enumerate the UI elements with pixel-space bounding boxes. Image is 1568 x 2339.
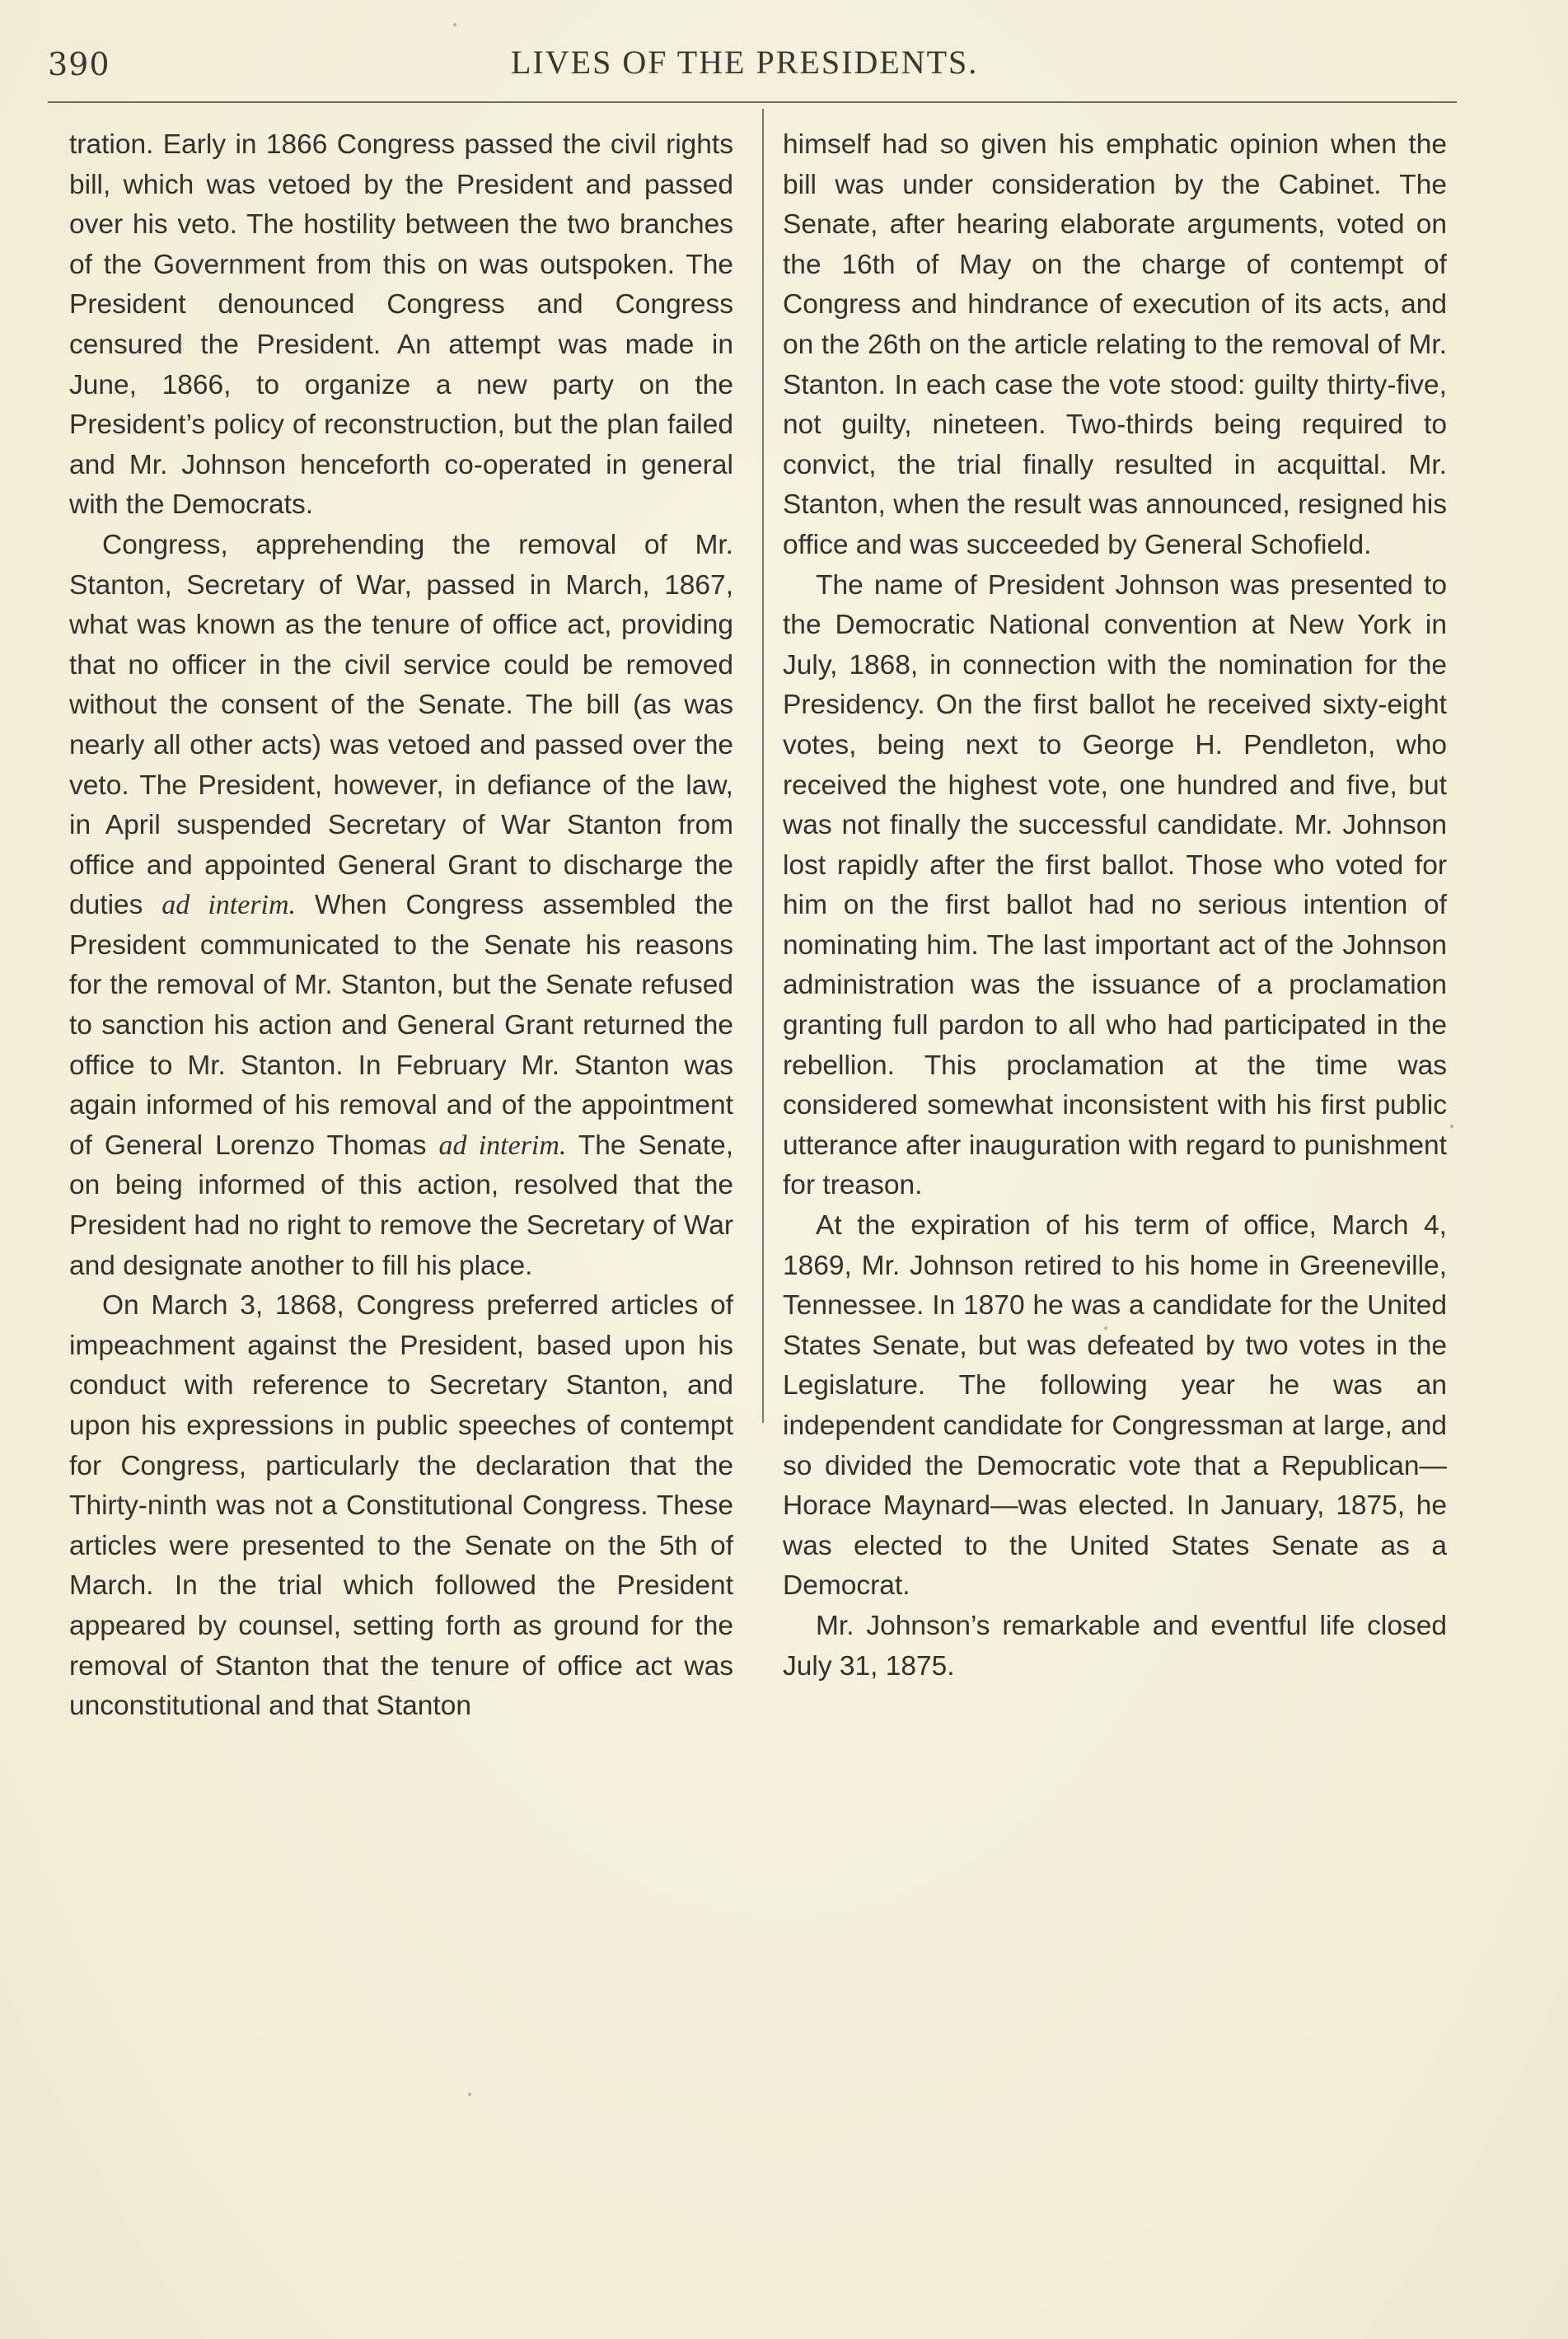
text-run: Congress, apprehending the removal of Mr. Stanton, Secretary of War, passed in March, 1867, what was known as the tenure of office act, providing that no officer in the civil service could be removed without the consent of the Senate. The bill (as was nearly all other acts) was vetoed and passed over the veto. The President, however, in defiance of the law, in April suspended Secretary of War Stanton from office and appointed General Grant to discharge the duties (69, 529, 733, 921)
right-column (783, 125, 1447, 1686)
italic-phrase: ad interim. (161, 890, 297, 921)
paper-speck (468, 2093, 471, 2096)
paper-speck (1450, 1125, 1453, 1128)
text-run: When Congress assembled the President communicated to the Senate his reasons for the removal of Mr. Stanton, but the Senate refused to sanction his action and General Grant returned the office to Mr. Stanton. In February Mr. Stanton was again informed of his removal and of the appointment of General Lorenzo Thomas (69, 890, 733, 1161)
paragraph: The name of President Johnson was presented to the Democratic National convention at New York in July, 1868, in connection with the nomination for the Presidency. On the first ballot he received sixty-eight votes, being next to George H. Pendleton, who received the highest vote, one hundred and five, but was not finally the successful candidate. Mr. Johnson lost rapidly after the first ballot. Those who voted for him on the first ballot had no serious intention of nominating him. The last important act of the Johnson administration was the issuance of a proclamation granting full pardon to all who had participated in the rebellion. This proclamation at the time was considered somewhat inconsistent with his first public utterance after inauguration with regard to punishment for treason. (783, 569, 1447, 1201)
paragraph: At the expiration of his term of office, March 4, 1869, Mr. Johnson retired to his home in Greeneville, Tennessee. In 1870 he was a candidate for the United States Senate, but was defeated by two votes in the Legislature. The following year he was an independent candidate for Congressman at large, and so divided the Democratic vote that a Republican—Horace Maynard—was elected. In January, 1875, he was elected to the United States Senate as a Democrat. (783, 1210, 1447, 1602)
text-run: The Senate, on being informed of this action, resolved that the President had no right to remove the Secretary of War and designate another to fill his place. (69, 1130, 734, 1281)
paragraph (69, 526, 733, 1286)
italic-phrase: ad interim. (438, 1130, 567, 1161)
paper-speck (453, 23, 456, 26)
header-rule (48, 101, 1457, 103)
column-divider (762, 109, 764, 1423)
left-column (69, 125, 733, 1727)
page-number: 390 (48, 46, 110, 82)
paragraph: On March 3, 1868, Congress preferred articles of impeachment against the President, based upon his conduct with reference to Secretary Stanton, and upon his expressions in public speeches of contempt for Congress, particularly the declaration that the Thirty-ninth was not a Constitutional Congress. These articles were presented to the Senate on the 5th of March. In the trial which followed the President appeared by counsel, setting forth as ground for the removal of Stanton that the tenure of office act was unconstitutional and that Stanton (69, 1290, 733, 1722)
paragraph: tration. Early in 1866 Congress passed the civil rights bill, which was vetoed by the President and passed over his veto. The hostility between the two branches of the Government from this on was outspoken. The President denounced Congress and Congress censured the President. An attempt was made in June, 1866, to organize a new party on the President’s policy of reconstruction, but the plan failed and Mr. Johnson henceforth co-operated in general with the Democrats. (69, 129, 733, 521)
running-title: LIVES OF THE PRESIDENTS. (511, 44, 979, 81)
paragraph: himself had so given his emphatic opinion when the bill was under consideration by the Cabinet. The Senate, after hearing elaborate arguments, voted on the 16th of May on the charge of contempt of Congress and hindrance of execution of its acts, and on the 26th on the article relating to the removal of Mr. Stanton. In each case the vote stood: guilty thirty-five, not guilty, nineteen. Two-thirds being required to convict, the trial finally resulted in acquittal. Mr. Stanton, when the result was announced, resigned his office and was succeeded by General Schofield. (783, 129, 1447, 560)
paper-speck (1104, 1326, 1107, 1330)
paragraph: Mr. Johnson’s remarkable and eventful life closed July 31, 1875. (783, 1610, 1447, 1682)
